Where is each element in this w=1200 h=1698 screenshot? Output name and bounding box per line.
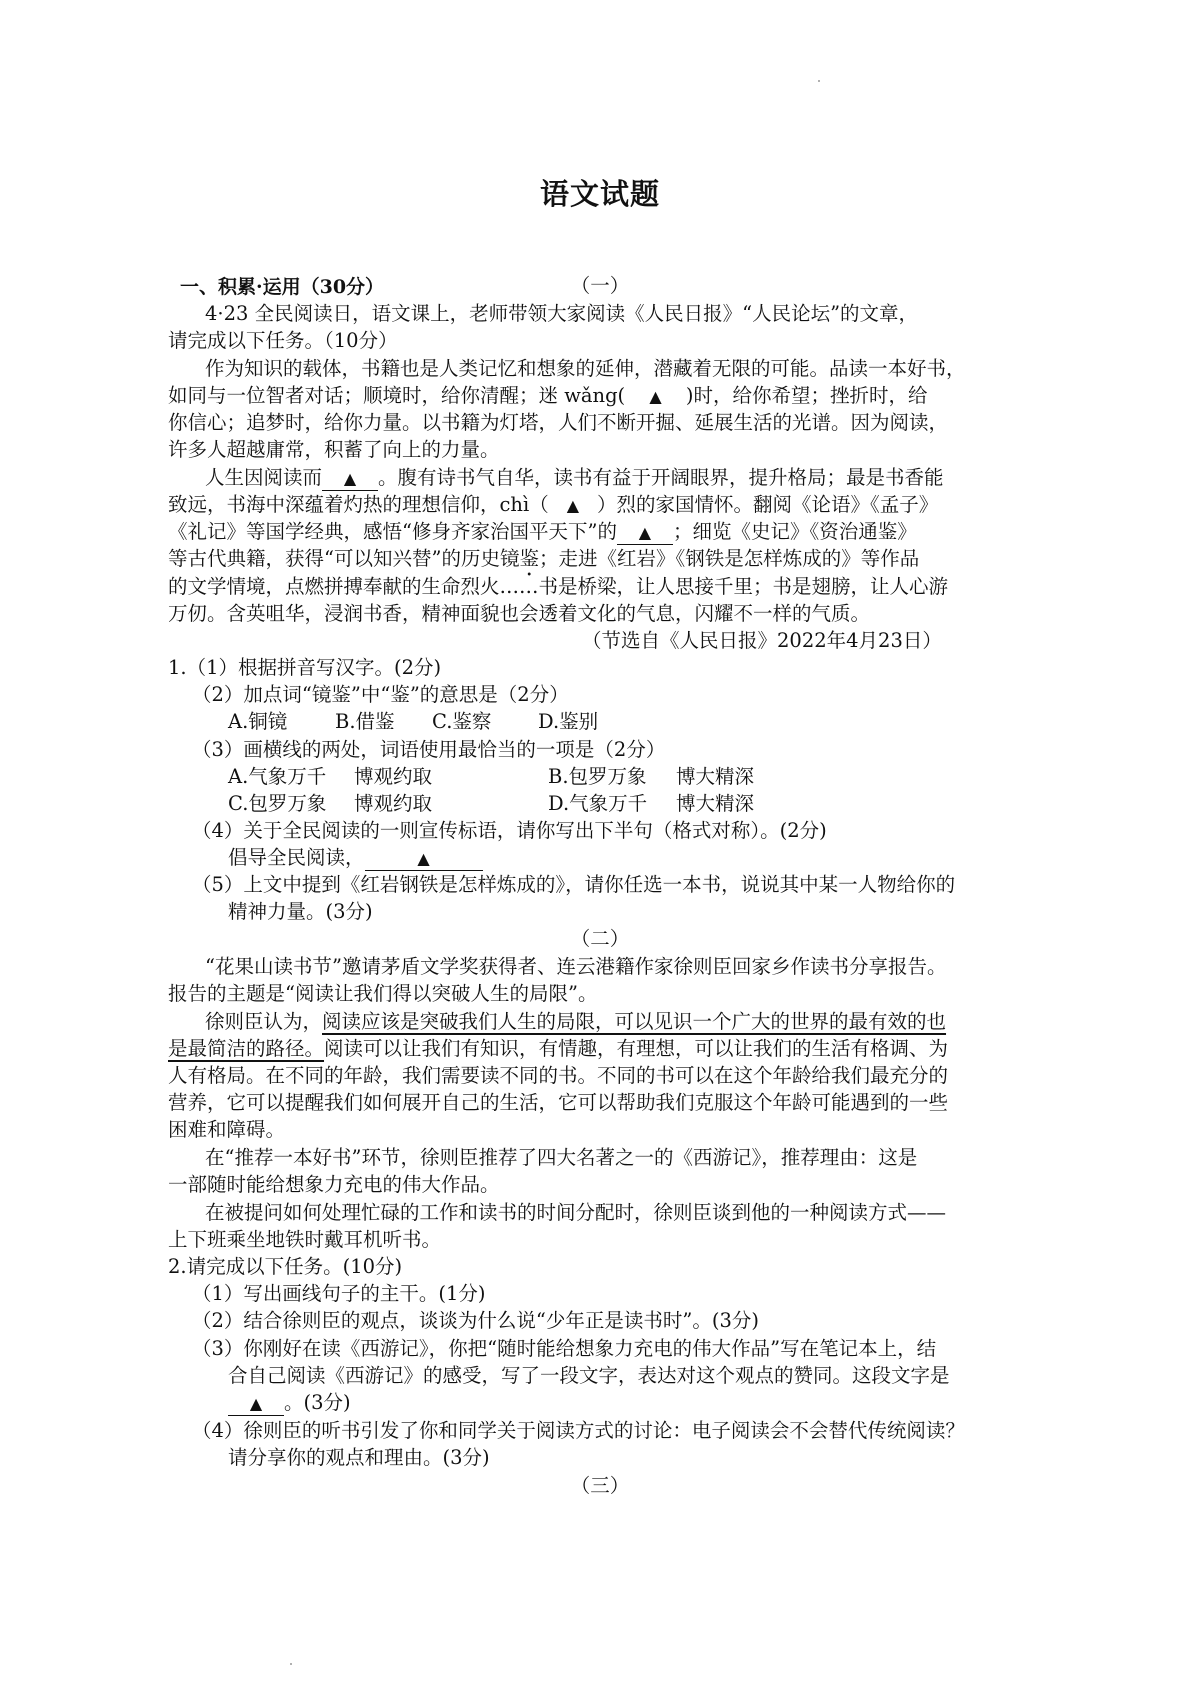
section-heading: 一、积累·运用（30分） xyxy=(180,276,385,298)
answer-blank: ▲ xyxy=(228,1392,284,1416)
option: C.鉴察 xyxy=(432,710,492,733)
option: A.铜镜 xyxy=(228,710,288,733)
passage-line: 困难和障碍。 xyxy=(168,1118,286,1141)
question-1-5: 精神力量。(3分) xyxy=(228,900,373,923)
passage-line: 营养，它可以提醒我们如何展开自己的生活，它可以帮助我们克服这个年龄可能遇到的一些 xyxy=(168,1091,949,1114)
question-1-3: （3）画横线的两处，词语使用最恰当的一项是（2分） xyxy=(192,738,666,761)
passage-line: 的文学情境，点燃拼搏奉献的生命烈火……书是桥梁，让人思接千里；书是翅膀，让人心游 xyxy=(168,575,949,598)
part2-label: （二） xyxy=(570,927,630,950)
answer-blank: ▲ xyxy=(617,521,673,545)
slogan-line: 倡导全民阅读， ▲ xyxy=(228,844,483,871)
question-2-4: 请分享你的观点和理由。(3分) xyxy=(228,1446,490,1469)
question-2-3: 合自己阅读《西游记》的感受，写了一段文字，表达对这个观点的赞同。这段文字是 xyxy=(228,1364,950,1387)
option: 博大精深 xyxy=(676,792,755,815)
scan-speck xyxy=(290,1663,292,1665)
passage-line: 《礼记》等国学经典，感悟“修身齐家治国平天下”的 ▲ ；细览《史记》《资治通鉴》 xyxy=(168,520,917,543)
question-1-1: 1.（1）根据拼音写汉字。(2分) xyxy=(168,656,442,679)
answer-blank-triangle: ▲ xyxy=(649,387,662,406)
question-2-head: 2.请完成以下任务。(10分) xyxy=(168,1255,403,1278)
option: D.气象万千 xyxy=(548,792,648,815)
option: 博观约取 xyxy=(354,792,433,815)
question-2-1: （1）写出画线句子的主干。(1分) xyxy=(192,1282,486,1305)
option: 博大精深 xyxy=(676,765,755,788)
page-title: 语文试题 xyxy=(539,177,660,211)
dotted-character: 鉴 xyxy=(519,547,539,570)
passage-line: 如同与一位智者对话；顺境时，给你清醒；迷 wǎng( ▲ )时，给你希望；挫折时，给 xyxy=(168,384,928,407)
option: B.借鉴 xyxy=(335,710,395,733)
passage-line: 你信心；追梦时，给你力量。以书籍为灯塔，人们不断开掘、延展生活的光谱。因为阅读， xyxy=(168,411,949,434)
answer-blank-triangle: ▲ xyxy=(566,496,580,515)
option: 博观约取 xyxy=(354,765,433,788)
part3-label: （三） xyxy=(570,1474,630,1497)
intro-line: 请完成以下任务。（10分） xyxy=(168,329,398,352)
intro-line: 4·23 全民阅读日，语文课上，老师带领大家阅读《人民日报》“人民论坛”的文章， xyxy=(205,302,919,325)
question-1-4: （4）关于全民阅读的一则宣传标语，请你写出下半句（格式对称）。(2分) xyxy=(192,819,827,842)
question-2-3: ▲ 。(3分) xyxy=(228,1389,351,1416)
underlined-sentence: 是最简洁的路径。 xyxy=(168,1037,325,1060)
passage-line: 致远，书海中深蕴着灼热的理想信仰，chì（ ▲ ）烈的家国情怀。翻阅《论语》《孟子》 xyxy=(168,493,939,516)
question-1-5: （5）上文中提到《红岩钢铁是怎样炼成的》，请你任选一本书，说说其中某一人物给你的 xyxy=(192,873,956,896)
scan-speck xyxy=(818,80,820,82)
question-1-2: （2）加点词“镜鉴”中“鉴”的意思是（2分） xyxy=(192,683,569,706)
answer-blank: ▲ xyxy=(322,467,378,491)
passage-line: 许多人超越庸常，积蓄了向上的力量。 xyxy=(168,438,500,461)
passage-line: 一部随时能给想象力充电的伟大作品。 xyxy=(168,1173,500,1196)
passage-line: 人有格局。在不同的年龄，我们需要读不同的书。不同的书可以在这个年龄给我们最充分的 xyxy=(168,1064,949,1087)
option: A.气象万千 xyxy=(228,765,327,788)
passage-line: 万仞。含英咀华，浸润书香，精神面貌也会透着文化的气息，闪耀不一样的气质。 xyxy=(168,602,871,625)
question-2-4: （4）徐则臣的听书引发了你和同学关于阅读方式的讨论：电子阅读会不会替代传统阅读？ xyxy=(192,1419,965,1442)
option: D.鉴别 xyxy=(538,710,599,733)
passage-line: 上下班乘坐地铁时戴耳机听书。 xyxy=(168,1228,442,1251)
passage-line: “花果山读书节”邀请茅盾文学奖获得者、连云港籍作家徐则臣回家乡作读书分享报告。 xyxy=(205,955,947,978)
source-citation: （节选自《人民日报》2022年4月23日） xyxy=(582,629,942,652)
underlined-sentence: 阅读应该是突破我们人生的局限，可以见识一个广大的世界的最有效的也 xyxy=(322,1010,947,1033)
passage-line: 在被提问如何处理忙碌的工作和读书的时间分配时，徐则臣谈到他的一种阅读方式—— xyxy=(205,1201,947,1224)
option: B.包罗万象 xyxy=(548,765,647,788)
passage-line: 在“推荐一本好书”环节，徐则臣推荐了四大名著之一的《西游记》，推荐理由：这是 xyxy=(205,1146,918,1169)
question-2-2: （2）结合徐则臣的观点，谈谈为什么说“少年正是读书时”。(3分) xyxy=(192,1309,759,1332)
question-2-3: （3）你刚好在读《西游记》，你把“随时能给想象力充电的伟大作品”写在笔记本上，结 xyxy=(192,1337,937,1360)
passage-line: 徐则臣认为，阅读应该是突破我们人生的局限，可以见识一个广大的世界的最有效的也 xyxy=(205,1010,947,1033)
answer-blank: ▲ xyxy=(365,847,483,871)
option: C.包罗万象 xyxy=(228,792,327,815)
passage-line: 是最简洁的路径。阅读可以让我们有知识，有情趣，有理想，可以让我们的生活有格调、为 xyxy=(168,1037,949,1060)
passage-line: 作为知识的载体，书籍也是人类记忆和想象的延伸，潜藏着无限的可能。品读一本好书， xyxy=(205,357,966,380)
passage-line: 等古代典籍，获得“可以知兴替”的历史镜鉴；走进《红岩》《钢铁是怎样炼成的》等作品 xyxy=(168,547,920,570)
passage-line: 报告的主题是“阅读让我们得以突破人生的局限”。 xyxy=(168,982,598,1005)
passage-line: 人生因阅读而 ▲ 。腹有诗书气自华，读书有益于开阔眼界，提升格局；最是书香能 xyxy=(205,466,944,489)
part1-label: （一） xyxy=(570,274,630,297)
